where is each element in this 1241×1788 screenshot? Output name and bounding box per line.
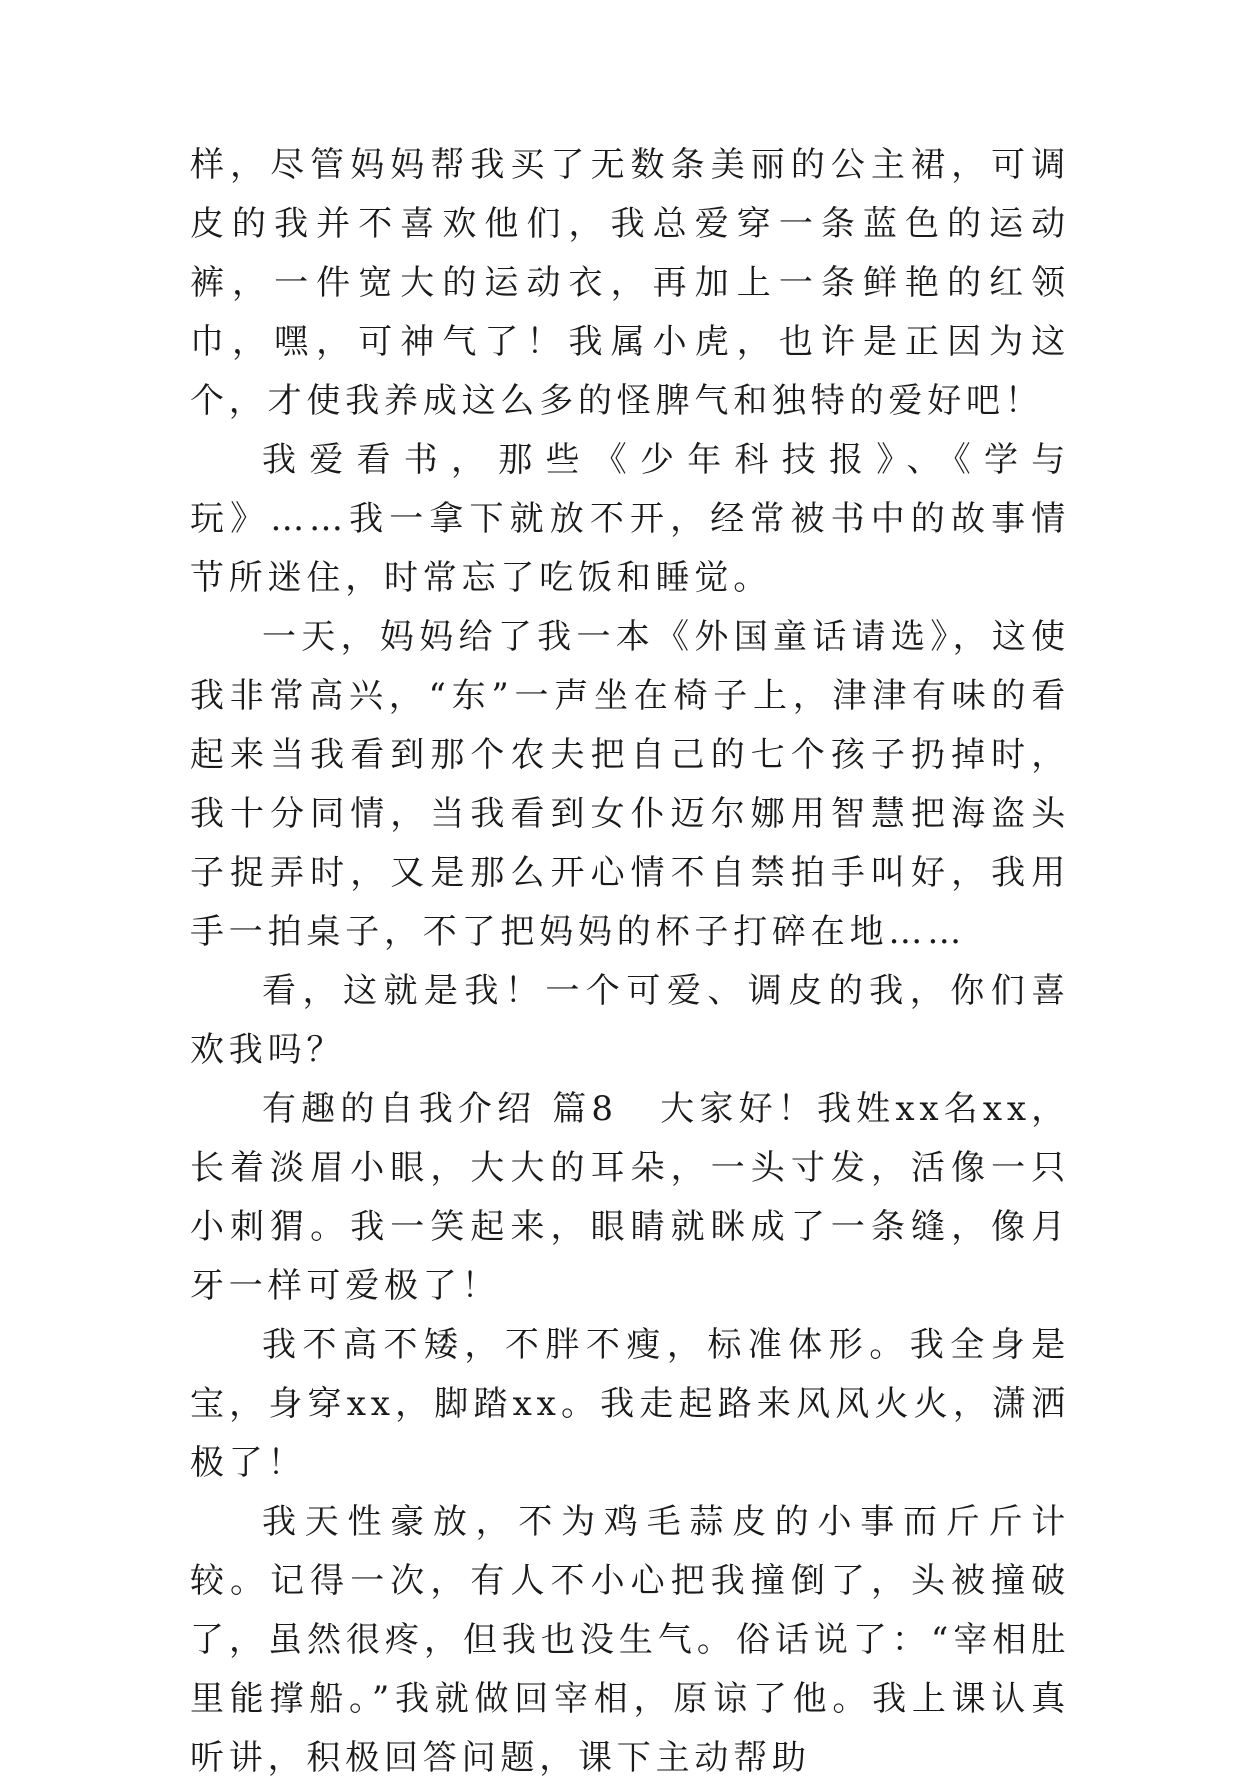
paragraph-conclusion: 看，这就是我！一个可爱、调皮的我，你们喜欢我吗？ [190, 971, 1070, 1070]
section-first-sentence: 大家好！我姓xx名xx，长着淡眉小眼，大大的耳朵，一头寸发，活像一只小刺猬。我一笑起来，眼睛就眯成了一条缝，像月牙一样可爱极了！ [190, 1089, 1070, 1306]
paragraph-story: 一天，妈妈给了我一本《外国童话请选》，这使我非常高兴，“东”一声坐在椅子上，津津有味的看起来当我看到那个农夫把自己的七个孩子扔掉时，我十分同情，当我看到女仆迈尔娜用智慧把海盗头子捉弄时，又是那么开心情不自禁拍手叫好，我用手一拍桌子，不了把妈妈的杯子打碎在地…… [190, 617, 1070, 952]
paragraph-personality: 我天性豪放，不为鸡毛蒜皮的小事而斤斤计较。记得一次，有人不小心把我撞倒了，头被撞破了，虽然很疼，但我也没生气。俗话说了：“宰相肚里能撑船。”我就做回宰相，原谅了他。我上课认真听讲，积极回答问题，课下主动帮助 [190, 1502, 1070, 1778]
section-heading: 有趣的自我介绍 篇8 [262, 1089, 618, 1129]
paragraph-appearance: 我不高不矮，不胖不瘦，标准体形。我全身是宝，身穿xx，脚踏xx。我走起路来风风火火，潇洒极了！ [190, 1325, 1070, 1483]
section-paragraph [190, 1080, 1070, 1316]
paragraph-continued: 样，尽管妈妈帮我买了无数条美丽的公主裙，可调皮的我并不喜欢他们，我总爱穿一条蓝色的运动裤，一件宽大的运动衣，再加上一条鲜艳的红领巾，嘿，可神气了！我属小虎，也许是正因为这个，才使我养成这么多的怪脾气和独特的爱好吧！ [190, 145, 1070, 421]
article-body [190, 136, 1070, 1788]
paragraph-reading: 我爱看书，那些《少年科技报》、《学与玩》……我一拿下就放不开，经常被书中的故事情节所迷住，时常忘了吃饭和睡觉。 [190, 440, 1070, 598]
